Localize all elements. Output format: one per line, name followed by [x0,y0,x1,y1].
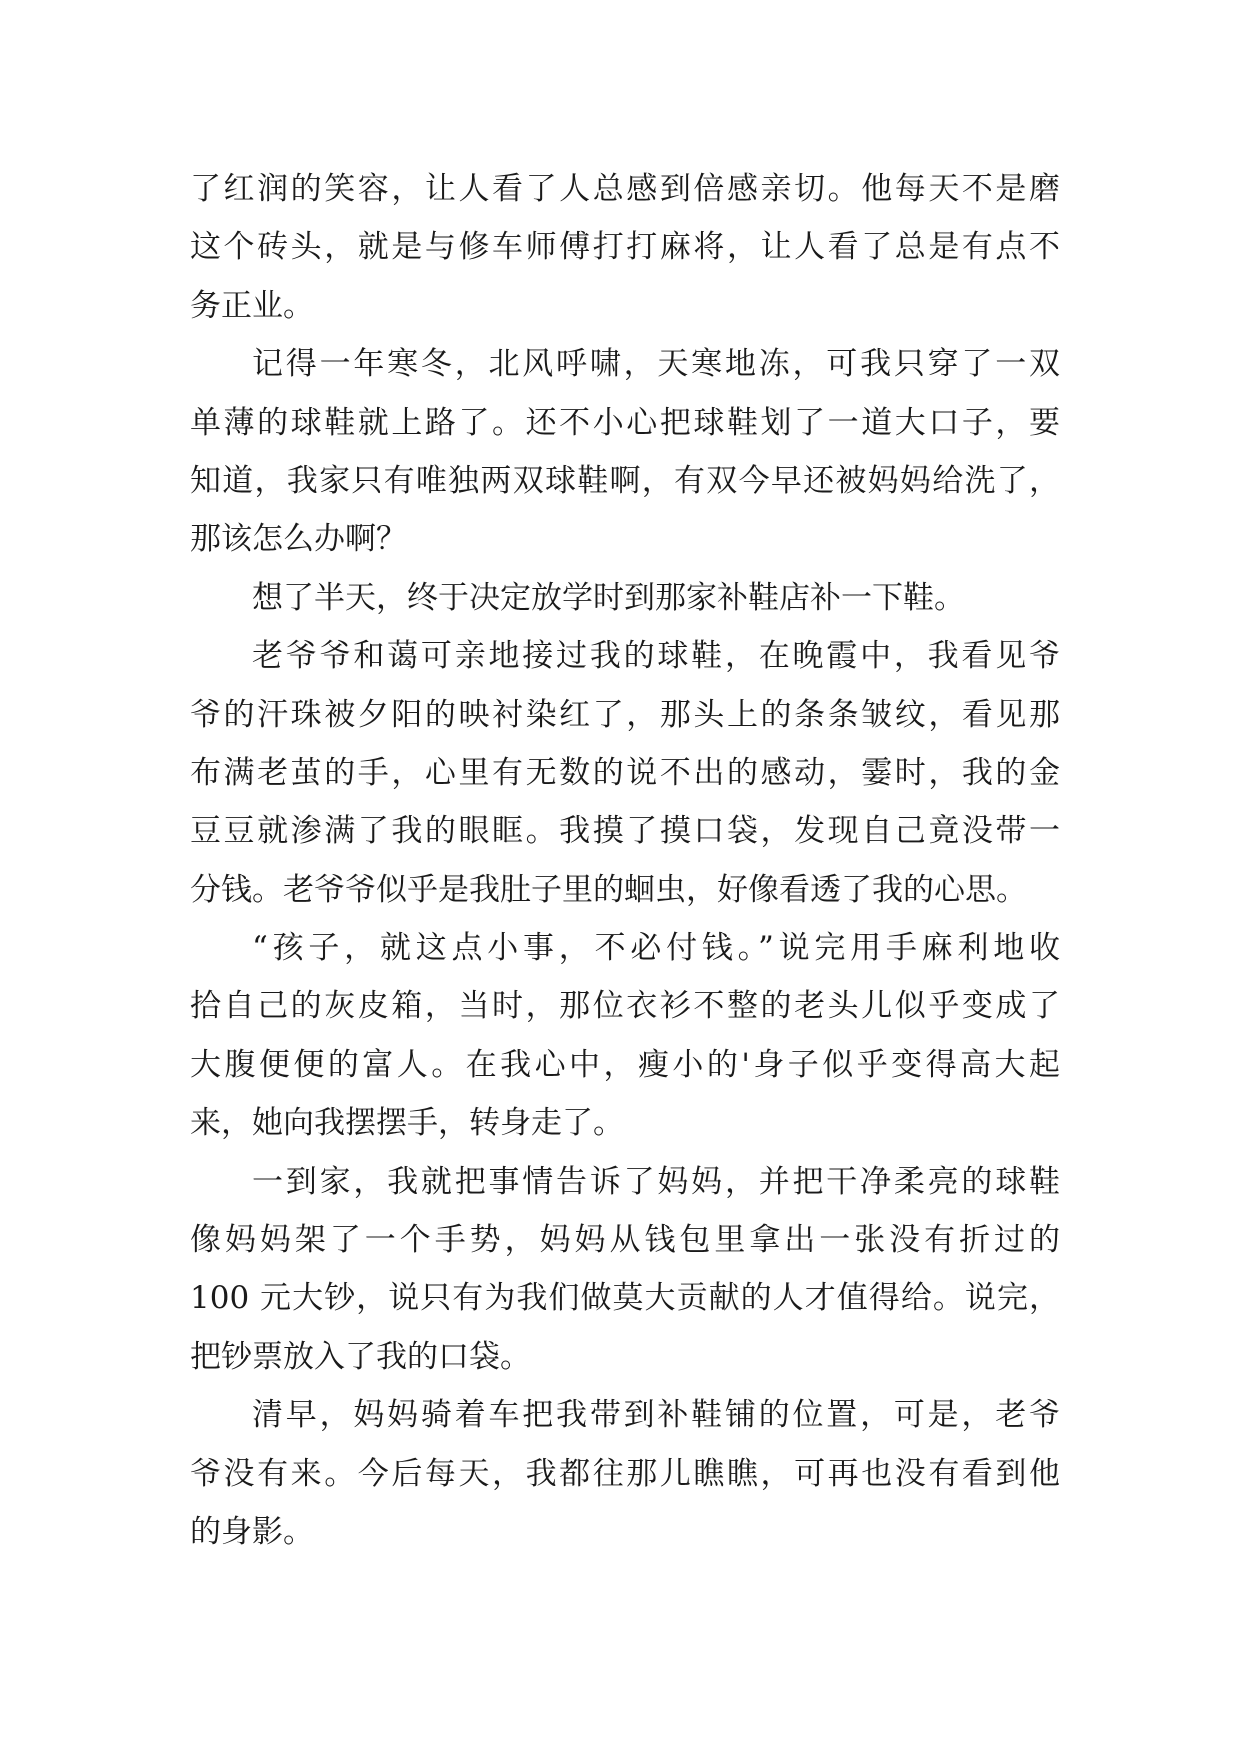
paragraph [190,1386,1060,1561]
text-line: 分钱。老爷爷似乎是我肚子里的蛔虫，好像看透了我的心思。 [190,871,1027,908]
text-line: 单薄的球鞋就上路了。还不小心把球鞋划了一道大口子，要 [190,404,1060,441]
text-line: 这个砖头，就是与修车师傅打打麻将，让人看了总是有点不 [190,229,1060,266]
text-line: 大腹便便的富人。在我心中，瘦小的'身子似乎变得高大起 [190,1046,1060,1083]
text-line: 爷没有来。今后每天，我都往那儿瞧瞧，可再也没有看到他 [190,1455,1060,1492]
text-line: 布满老茧的手，心里有无数的说不出的感动，霎时，我的金 [190,754,1060,791]
text-line: 想了半天，终于决定放学时到那家补鞋店补一下鞋。 [252,579,965,616]
text-line: 豆豆就渗满了我的眼眶。我摸了摸口袋，发现自己竟没带一 [190,813,1060,850]
text-line: 老爷爷和蔼可亲地接过我的球鞋，在晚霞中，我看见爷 [252,638,1060,675]
text-line: 来，她向我摆摆手，转身走了。 [190,1105,624,1142]
text-line: 了红润的笑容，让人看了人总感到倍感亲切。他每天不是磨 [190,171,1060,207]
paragraph [190,160,1060,335]
paragraph [190,627,1060,919]
text-line: 记得一年寒冬，北风呼啸，天寒地冻，可我只穿了一双 [252,346,1060,383]
text-line: 知道，我家只有唯独两双球鞋啊，有双今早还被妈妈给洗了， [190,462,1060,499]
text-line: 务正业。 [190,287,314,324]
text-line: 像妈妈架了一个手势，妈妈从钱包里拿出一张没有折过的 [190,1222,1060,1259]
paragraph [190,1153,1060,1387]
text-line: 那该怎么办啊？ [190,521,407,558]
text-line: 清早，妈妈骑着车把我带到补鞋铺的位置，可是，老爷 [252,1397,1060,1434]
text-line: 一到家，我就把事情告诉了妈妈，并把干净柔亮的球鞋 [252,1163,1060,1200]
paragraph [190,919,1060,1153]
paragraph [190,569,1060,627]
text-line: “孩子，就这点小事，不必付钱。”说完用手麻利地收 [252,930,1060,967]
paragraph [190,335,1060,569]
text-line: 的身影。 [190,1513,314,1550]
article-body [190,160,1060,1561]
text-line: 100 元大钞，说只有为我们做莫大贡献的人才值得给。说完， [190,1280,1060,1317]
text-line: 拾自己的灰皮箱，当时，那位衣衫不整的老头儿似乎变成了 [190,988,1060,1025]
text-line: 把钞票放入了我的口袋。 [190,1338,531,1375]
text-line: 爷的汗珠被夕阳的映衬染红了，那头上的条条皱纹，看见那 [190,696,1060,733]
